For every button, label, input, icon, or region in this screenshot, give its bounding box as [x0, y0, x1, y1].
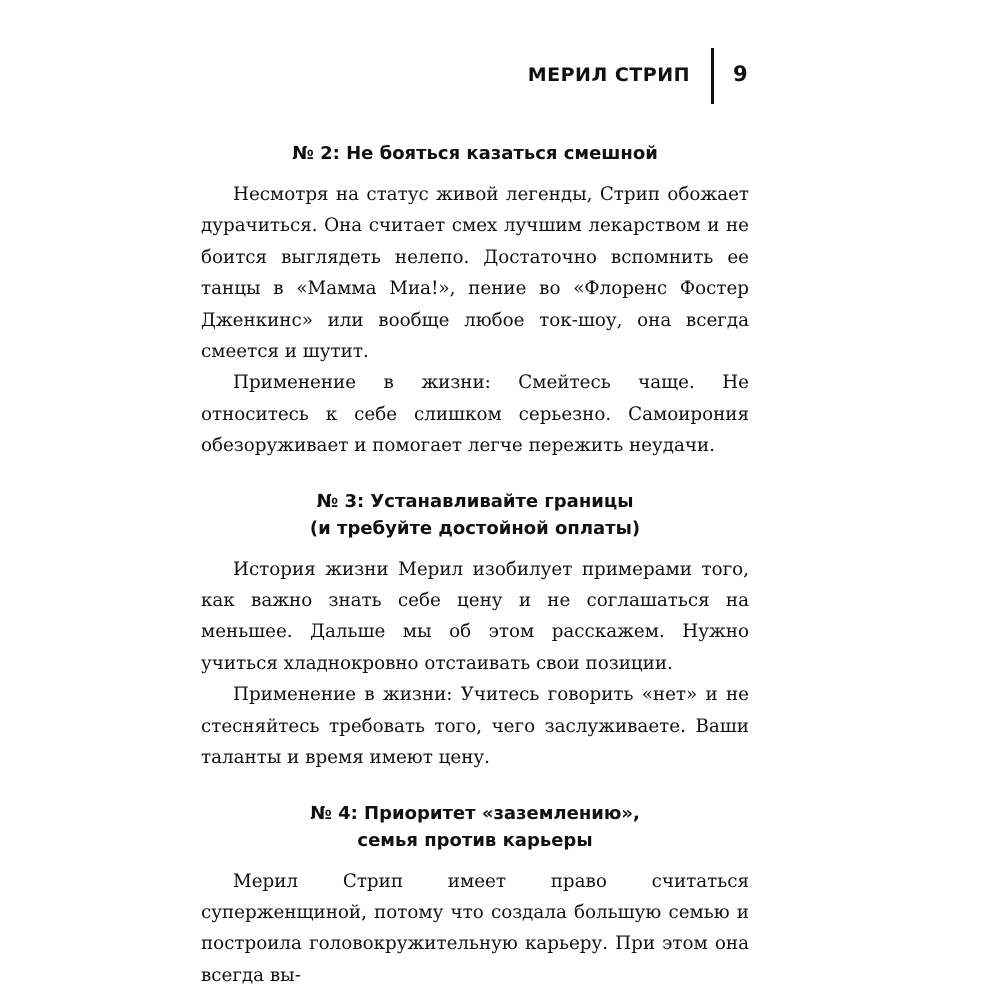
section-heading-line: (и требуйте достойной оплаты) — [309, 517, 641, 539]
page-number: 9 — [733, 62, 748, 86]
paragraph: Применение в жизни: Смейтесь чаще. Не относитесь к себе слишком серьезно. Самоирония обезоруживает и помогает легче пережить неудачи. — [201, 372, 749, 457]
header-divider — [711, 48, 714, 104]
paragraph: История жизни Мерил изобилует примерами того, как важно знать себе цену и не соглашаться на меньшее. Дальше мы об этом расскажем. Нужно учиться хладнокровно отстаивать свои позиции. — [201, 558, 749, 674]
section-heading-line: № 2: Не бояться казаться смешной — [292, 143, 658, 164]
running-title: МЕРИЛ СТРИП — [527, 64, 690, 86]
running-header — [0, 48, 1000, 104]
page-content — [201, 140, 749, 991]
paragraph: Применение в жизни: Учитесь говорить «нет» и не стесняйтесь требовать того, чего заслуживаете. Ваши таланты и время имеют цену. — [201, 684, 749, 769]
paragraph: Несмотря на статус живой легенды, Стрип обожает дурачиться. Она считает смех лучшим лекарством и не боится выглядеть нелепо. Достаточно вспомнить ее танцы в «Мамма Миа!», пение во «Флоренс Фостер Дженкинс» или вообще любое ток-шоу, она всегда смеется и шутит. — [201, 184, 749, 363]
section-heading — [201, 800, 749, 854]
section-heading-line: № 3: Устанавливайте границы — [316, 490, 634, 512]
section-heading — [201, 140, 749, 167]
section-heading — [201, 488, 749, 542]
section-heading-line: семья против карьеры — [357, 829, 593, 851]
paragraph: Мерил Стрип имеет право считаться суперженщиной, потому что создала большую семью и построила головокружительную карьеру. При этом она всегда вы- — [201, 870, 749, 986]
section-heading-line: № 4: Приоритет «заземлению», — [310, 802, 640, 824]
